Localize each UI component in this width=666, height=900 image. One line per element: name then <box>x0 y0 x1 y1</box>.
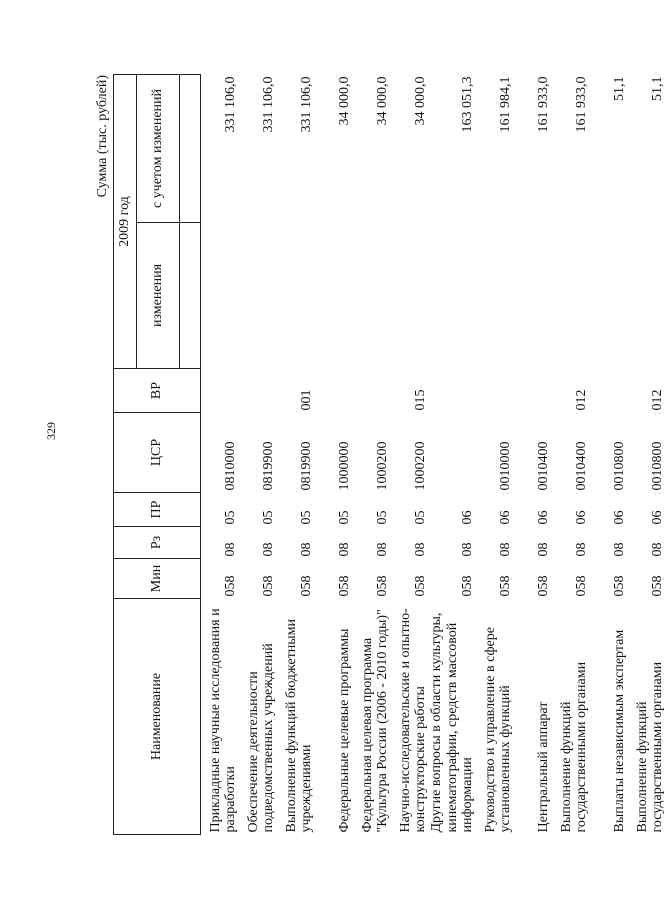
cell-name: Выполнение функций бюджетными учреждениями <box>283 619 315 833</box>
cell-changes <box>391 223 429 369</box>
cell-name: Выполнение функций государственными органами <box>634 661 666 833</box>
cell-min: 058 <box>574 575 590 597</box>
cell-total: 331 106,0 <box>261 76 277 133</box>
cell-total: 51,1 <box>612 76 628 101</box>
cell-rz: 08 <box>223 542 239 557</box>
cell-total: 34 000,0 <box>375 76 391 126</box>
cell-name: Научно-исследовательские и опытно-конструкторские работы <box>397 608 429 833</box>
cell-min: 058 <box>337 575 353 597</box>
cell-pr: 06 <box>612 510 628 525</box>
cell-total: 163 051,3 <box>460 76 476 133</box>
cell-vr <box>429 369 476 413</box>
cell-rz: 08 <box>261 542 277 557</box>
cell-rz: 08 <box>612 542 628 557</box>
cell-changes <box>277 223 315 369</box>
cell-csr: 0010000 <box>498 441 514 491</box>
cell-changes <box>590 223 628 369</box>
col-header-pr: ПР <box>114 493 201 527</box>
cell-min: 058 <box>612 575 628 597</box>
cell-min: 058 <box>498 575 514 597</box>
cell-pr: 05 <box>337 510 353 525</box>
table-row <box>315 75 353 835</box>
cell-rz: 08 <box>498 542 514 557</box>
cell-csr: 0010400 <box>536 441 552 491</box>
cell-csr: 0819900 <box>261 441 277 491</box>
cell-csr: 0819900 <box>299 441 315 491</box>
cell-pr: 05 <box>413 510 429 525</box>
cell-vr: 012 <box>650 389 666 411</box>
table-row <box>391 75 429 835</box>
table-row <box>552 75 590 835</box>
table-body <box>201 75 666 835</box>
cell-vr <box>239 369 277 413</box>
cell-name: Центральный аппарат <box>536 701 552 833</box>
cell-changes <box>201 223 240 369</box>
cell-pr: 05 <box>299 510 315 525</box>
table-row <box>628 75 666 835</box>
cell-min: 058 <box>536 575 552 597</box>
cell-changes <box>429 223 476 369</box>
cell-name: Выплаты независимым экспертам <box>612 629 628 833</box>
col-header-changes: изменения <box>137 223 180 369</box>
cell-csr <box>429 413 476 493</box>
cell-vr: 012 <box>574 389 590 411</box>
cell-pr: 06 <box>498 510 514 525</box>
cell-vr <box>353 369 391 413</box>
table-row <box>514 75 552 835</box>
cell-changes <box>476 223 514 369</box>
cell-min: 058 <box>650 575 666 597</box>
col-header-min: Мин <box>114 559 201 599</box>
table-row <box>277 75 315 835</box>
table-row <box>353 75 391 835</box>
cell-min: 058 <box>299 575 315 597</box>
cell-pr: 05 <box>261 510 277 525</box>
cell-name: Другие вопросы в области культуры, кинематографии, средств массовой информации <box>429 612 476 833</box>
cell-vr <box>476 369 514 413</box>
col-header-name: Наименование <box>114 599 201 835</box>
cell-min: 058 <box>375 575 391 597</box>
cell-csr: 1000200 <box>375 441 391 491</box>
table-row <box>429 75 476 835</box>
cell-changes <box>552 223 590 369</box>
cell-vr: 015 <box>413 389 429 411</box>
budget-table <box>113 74 666 835</box>
cell-changes <box>353 223 391 369</box>
cell-rz: 08 <box>460 542 476 557</box>
cell-name: Федеральная целевая программа "Культура России (2006 - 2010 годы)" <box>359 609 391 833</box>
cell-vr <box>590 369 628 413</box>
col-header-with-changes: с учетом изменений <box>137 75 180 223</box>
cell-vr <box>201 369 240 413</box>
cell-pr: 06 <box>460 510 476 525</box>
cell-pr: 05 <box>375 510 391 525</box>
cell-vr <box>514 369 552 413</box>
cell-total: 161 984,1 <box>498 76 514 133</box>
table-row <box>239 75 277 835</box>
cell-min: 058 <box>223 575 239 597</box>
page-number: 329 <box>44 422 58 440</box>
cell-total: 161 933,0 <box>574 76 590 133</box>
cell-pr: 06 <box>574 510 590 525</box>
cell-csr: 0810000 <box>223 441 239 491</box>
cell-vr <box>315 369 353 413</box>
cell-rz: 08 <box>299 542 315 557</box>
cell-pr: 05 <box>223 510 239 525</box>
cell-min: 058 <box>460 575 476 597</box>
cell-rz: 08 <box>536 542 552 557</box>
table-row <box>201 75 240 835</box>
cell-pr: 06 <box>650 510 666 525</box>
table-row <box>590 75 628 835</box>
cell-changes <box>514 223 552 369</box>
cell-csr: 1000200 <box>413 441 429 491</box>
col-header-vr: ВР <box>114 369 201 413</box>
cell-csr: 0010400 <box>574 441 590 491</box>
cell-min: 058 <box>413 575 429 597</box>
cell-total: 331 106,0 <box>223 76 239 133</box>
cell-changes <box>315 223 353 369</box>
cell-rz: 08 <box>337 542 353 557</box>
cell-csr: 0010800 <box>612 441 628 491</box>
cell-name: Обеспечение деятельности подведомственных учреждений <box>245 643 277 833</box>
cell-changes <box>239 223 277 369</box>
cell-total: 34 000,0 <box>337 76 353 126</box>
units-label: Сумма (тыс. рублей) <box>95 75 110 198</box>
cell-name: Выполнение функций государственными органами <box>558 661 590 833</box>
cell-rz: 08 <box>574 542 590 557</box>
cell-csr: 1000000 <box>337 441 353 491</box>
cell-rz: 08 <box>413 542 429 557</box>
cell-changes <box>628 223 666 369</box>
cell-min: 058 <box>261 575 277 597</box>
col-header-year: 2009 год <box>114 75 137 369</box>
cell-name: Федеральные целевые программы <box>337 628 353 833</box>
cell-total: 34 000,0 <box>413 76 429 126</box>
cell-total: 51,1 <box>650 76 666 101</box>
col-header-rz: Рз <box>114 527 201 559</box>
cell-name: Руководство и управление в сфере установленных функций <box>482 627 514 833</box>
cell-vr: 001 <box>299 389 315 411</box>
cell-total: 161 933,0 <box>536 76 552 133</box>
cell-rz: 08 <box>650 542 666 557</box>
col-header-csr: ЦСР <box>114 413 201 493</box>
cell-name: Прикладные научные исследования и разработки <box>207 608 239 833</box>
cell-pr: 06 <box>536 510 552 525</box>
cell-csr: 0010800 <box>650 441 666 491</box>
cell-rz: 08 <box>375 542 391 557</box>
table-row <box>476 75 514 835</box>
cell-total: 331 106,0 <box>299 76 315 133</box>
rotated-page <box>95 75 666 835</box>
